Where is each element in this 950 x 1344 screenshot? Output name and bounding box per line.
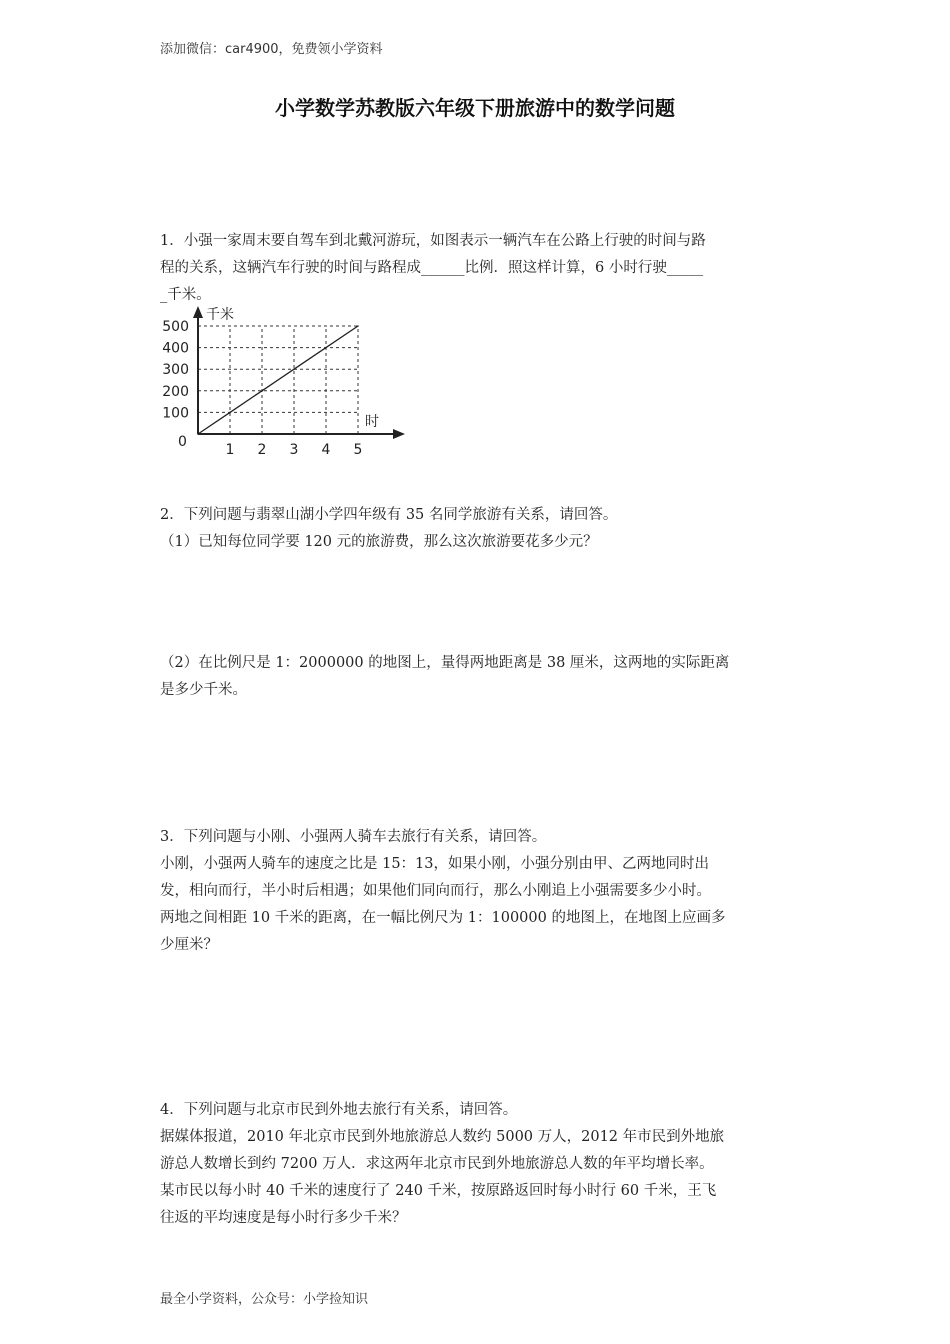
data-point bbox=[197, 433, 199, 435]
y-tick-label: 100 bbox=[162, 405, 189, 422]
x-tick-label: 2 bbox=[257, 442, 267, 458]
question-4 bbox=[160, 1097, 792, 1232]
data-point bbox=[229, 412, 231, 414]
y-axis-label: 千米 bbox=[206, 307, 234, 323]
q3-line-4: 两地之间相距 10 千米的距离，在一幅比例尺为 1：100000 的地图上，在地图上应画多 bbox=[160, 910, 726, 926]
q1-line-2: 程的关系，这辆汽车行驶的时间与路程成______比例．照这样计算，6 小时行驶_____ bbox=[160, 260, 704, 276]
q2-sub-2-line-1: （2）在比例尺是 1：2000000 的地图上，量得两地距离是 38 厘米，这两地的实际距离 bbox=[160, 655, 730, 671]
y-tick-label: 300 bbox=[162, 362, 189, 379]
question-1 bbox=[160, 228, 792, 309]
q2-line-1: 2．下列问题与翡翠山湖小学四年级有 35 名同学旅游有关系，请回答。 bbox=[160, 507, 618, 523]
x-axis-label: 时 bbox=[365, 414, 379, 430]
x-tick-label: 4 bbox=[321, 442, 331, 458]
y-tick-label: 400 bbox=[162, 340, 189, 357]
q4-line-1: 4．下列问题与北京市民到外地去旅行有关系，请回答。 bbox=[160, 1102, 518, 1118]
x-tick-label: 1 bbox=[225, 442, 235, 458]
data-point bbox=[261, 390, 263, 392]
question-2 bbox=[160, 502, 792, 556]
question-3 bbox=[160, 824, 792, 959]
header-note: 添加微信：car4900，免费领小学资料 bbox=[160, 42, 383, 57]
q4-line-3: 游总人数增长到约 7200 万人．求这两年北京市民到外地旅游总人数的年平均增长率。 bbox=[160, 1156, 714, 1172]
footer-note: 最全小学资料，公众号：小学捡知识 bbox=[160, 1292, 369, 1307]
data-point bbox=[325, 347, 327, 349]
origin-label: 0 bbox=[178, 434, 187, 450]
question-2-part-2 bbox=[160, 650, 792, 704]
q2-sub-1: （1）已知每位同学要 120 元的旅游费，那么这次旅游要花多少元？ bbox=[160, 534, 598, 550]
x-tick-label: 5 bbox=[353, 442, 363, 458]
y-tick-label: 500 bbox=[162, 319, 189, 335]
distance-time-chart bbox=[155, 300, 415, 465]
data-point bbox=[293, 368, 295, 370]
data-point bbox=[357, 325, 359, 327]
x-tick-label: 3 bbox=[289, 442, 299, 458]
y-tick-label: 200 bbox=[162, 383, 189, 400]
q1-line-1: 1．小强一家周末要自驾车到北戴河游玩，如图表示一辆汽车在公路上行驶的时间与路 bbox=[160, 233, 706, 249]
q4-line-5: 往返的平均速度是每小时行多少千米？ bbox=[160, 1210, 407, 1226]
chart-ticks bbox=[162, 319, 362, 458]
page-title: 小学数学苏教版六年级下册旅游中的数学问题 bbox=[275, 96, 675, 120]
q3-line-1: 3．下列问题与小刚、小强两人骑车去旅行有关系，请回答。 bbox=[160, 829, 547, 845]
x-axis-arrow bbox=[393, 429, 405, 439]
data-line bbox=[198, 326, 358, 434]
q3-line-3: 发，相向而行，半小时后相遇；如果他们同向而行，那么小刚追上小强需要多少小时。 bbox=[160, 883, 711, 899]
q3-line-2: 小刚，小强两人骑车的速度之比是 15：13，如果小刚，小强分别由甲、乙两地同时出 bbox=[160, 856, 710, 872]
q1-line-3: _千米。 bbox=[160, 287, 211, 303]
q4-line-2: 据媒体报道，2010 年北京市民到外地旅游总人数约 5000 万人，2012 年市民到外地旅 bbox=[160, 1129, 725, 1145]
y-axis-arrow bbox=[193, 306, 203, 318]
q4-line-4: 某市民以每小时 40 千米的速度行了 240 千米，按原路返回时每小时行 60 千米，王飞 bbox=[160, 1183, 717, 1199]
chart-series bbox=[197, 325, 359, 435]
q3-line-5: 少厘米？ bbox=[160, 937, 218, 953]
q2-sub-2-line-2: 是多少千米。 bbox=[160, 682, 247, 698]
